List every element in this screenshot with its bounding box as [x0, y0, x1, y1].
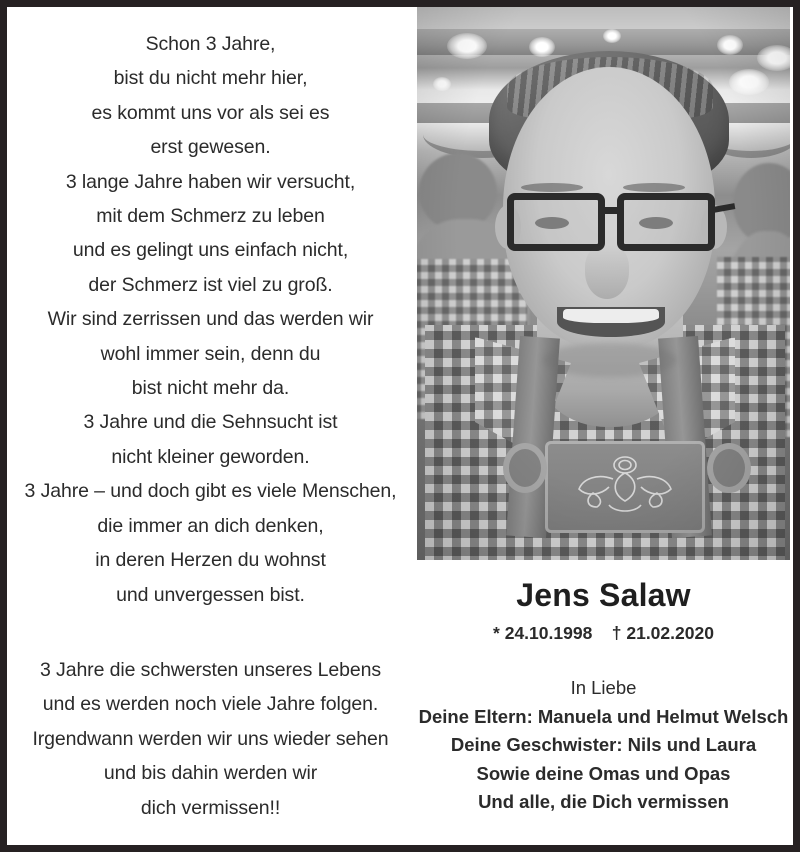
dedication-line: Und alle, die Dich vermissen	[478, 791, 729, 812]
light-bulb-icon	[447, 33, 487, 59]
portrait-column	[414, 7, 793, 845]
glasses-lens-right	[617, 193, 715, 251]
poem-line: Irgendwann werden wir uns wieder sehen	[32, 727, 389, 750]
smiling-mouth	[557, 307, 665, 337]
nose	[585, 245, 629, 299]
poem-line: der Schmerz ist viel zu groß.	[88, 273, 333, 296]
poem-line: und unvergessen bist.	[116, 583, 305, 606]
poem-line: und bis dahin werden wir	[103, 762, 318, 785]
obituary-inner	[7, 7, 793, 845]
poem-line: 3 lange Jahre haben wir versucht,	[65, 170, 356, 193]
light-bulb-icon	[603, 29, 621, 43]
light-bulb-icon	[433, 77, 451, 91]
poem-line: es kommt uns vor als sei es	[91, 101, 330, 124]
poem-line: 3 Jahre und die Sehnsucht ist	[83, 411, 338, 434]
chin-shadow	[543, 343, 677, 377]
eyebrow-left	[521, 183, 583, 192]
glasses-lens-left	[507, 193, 605, 251]
lederhosen-buckle-right	[707, 443, 751, 493]
teeth	[563, 309, 659, 323]
poem-line: wohl immer sein, denn du	[100, 342, 321, 365]
poem-stanza-1	[15, 27, 406, 612]
dedication-line: Deine Eltern: Manuela und Helmut Welsch	[418, 705, 789, 727]
light-bulb-icon	[757, 45, 790, 71]
poem-line: erst gewesen.	[150, 136, 271, 159]
poem-line: bist nicht mehr da.	[131, 377, 290, 400]
deceased-name: Jens Salaw	[516, 577, 691, 613]
lederhosen-buckle-left	[503, 443, 547, 493]
poem-line: die immer an dich denken,	[97, 514, 324, 537]
poem-line: 3 Jahre die schwersten unseres Lebens	[39, 658, 381, 681]
poem-column	[7, 7, 414, 845]
birth-death-dates: * 24.10.1998 † 21.02.2020	[493, 623, 714, 643]
eyebrow-right	[623, 183, 685, 192]
light-bulb-icon	[529, 37, 555, 57]
poem-line: Wir sind zerrissen und das werden wir	[47, 308, 374, 331]
light-bulb-icon	[717, 35, 743, 55]
dedication-line: Sowie deine Omas und Opas	[476, 762, 731, 784]
light-bulb-icon	[729, 69, 769, 95]
glasses-bridge	[605, 207, 617, 214]
poem-line: und es gelingt uns einfach nicht,	[72, 239, 349, 262]
memorial-text-block	[414, 560, 793, 817]
poem-line: nicht kleiner geworden.	[111, 445, 310, 468]
dedication-line: Deine Geschwister: Nils und Laura	[450, 734, 757, 755]
dedication-block	[414, 674, 793, 817]
poem-stanza-2	[15, 653, 406, 825]
poem-line: bist du nicht mehr hier,	[113, 67, 308, 90]
embroidery-pattern-icon	[553, 449, 697, 525]
poem-line: und es werden noch viele Jahre folgen.	[42, 693, 379, 716]
poem-line: Schon 3 Jahre,	[145, 33, 276, 55]
lederhosen-bib	[545, 441, 705, 533]
portrait-photo	[417, 7, 790, 560]
poem-line: mit dem Schmerz zu leben	[96, 205, 325, 228]
poem-line: in deren Herzen du wohnst	[95, 549, 326, 572]
poem-line: dich vermissen!!	[140, 796, 281, 819]
poem-line: 3 Jahre – und doch gibt es viele Menschen,	[24, 480, 397, 503]
dedication-intro: In Liebe	[570, 677, 637, 698]
